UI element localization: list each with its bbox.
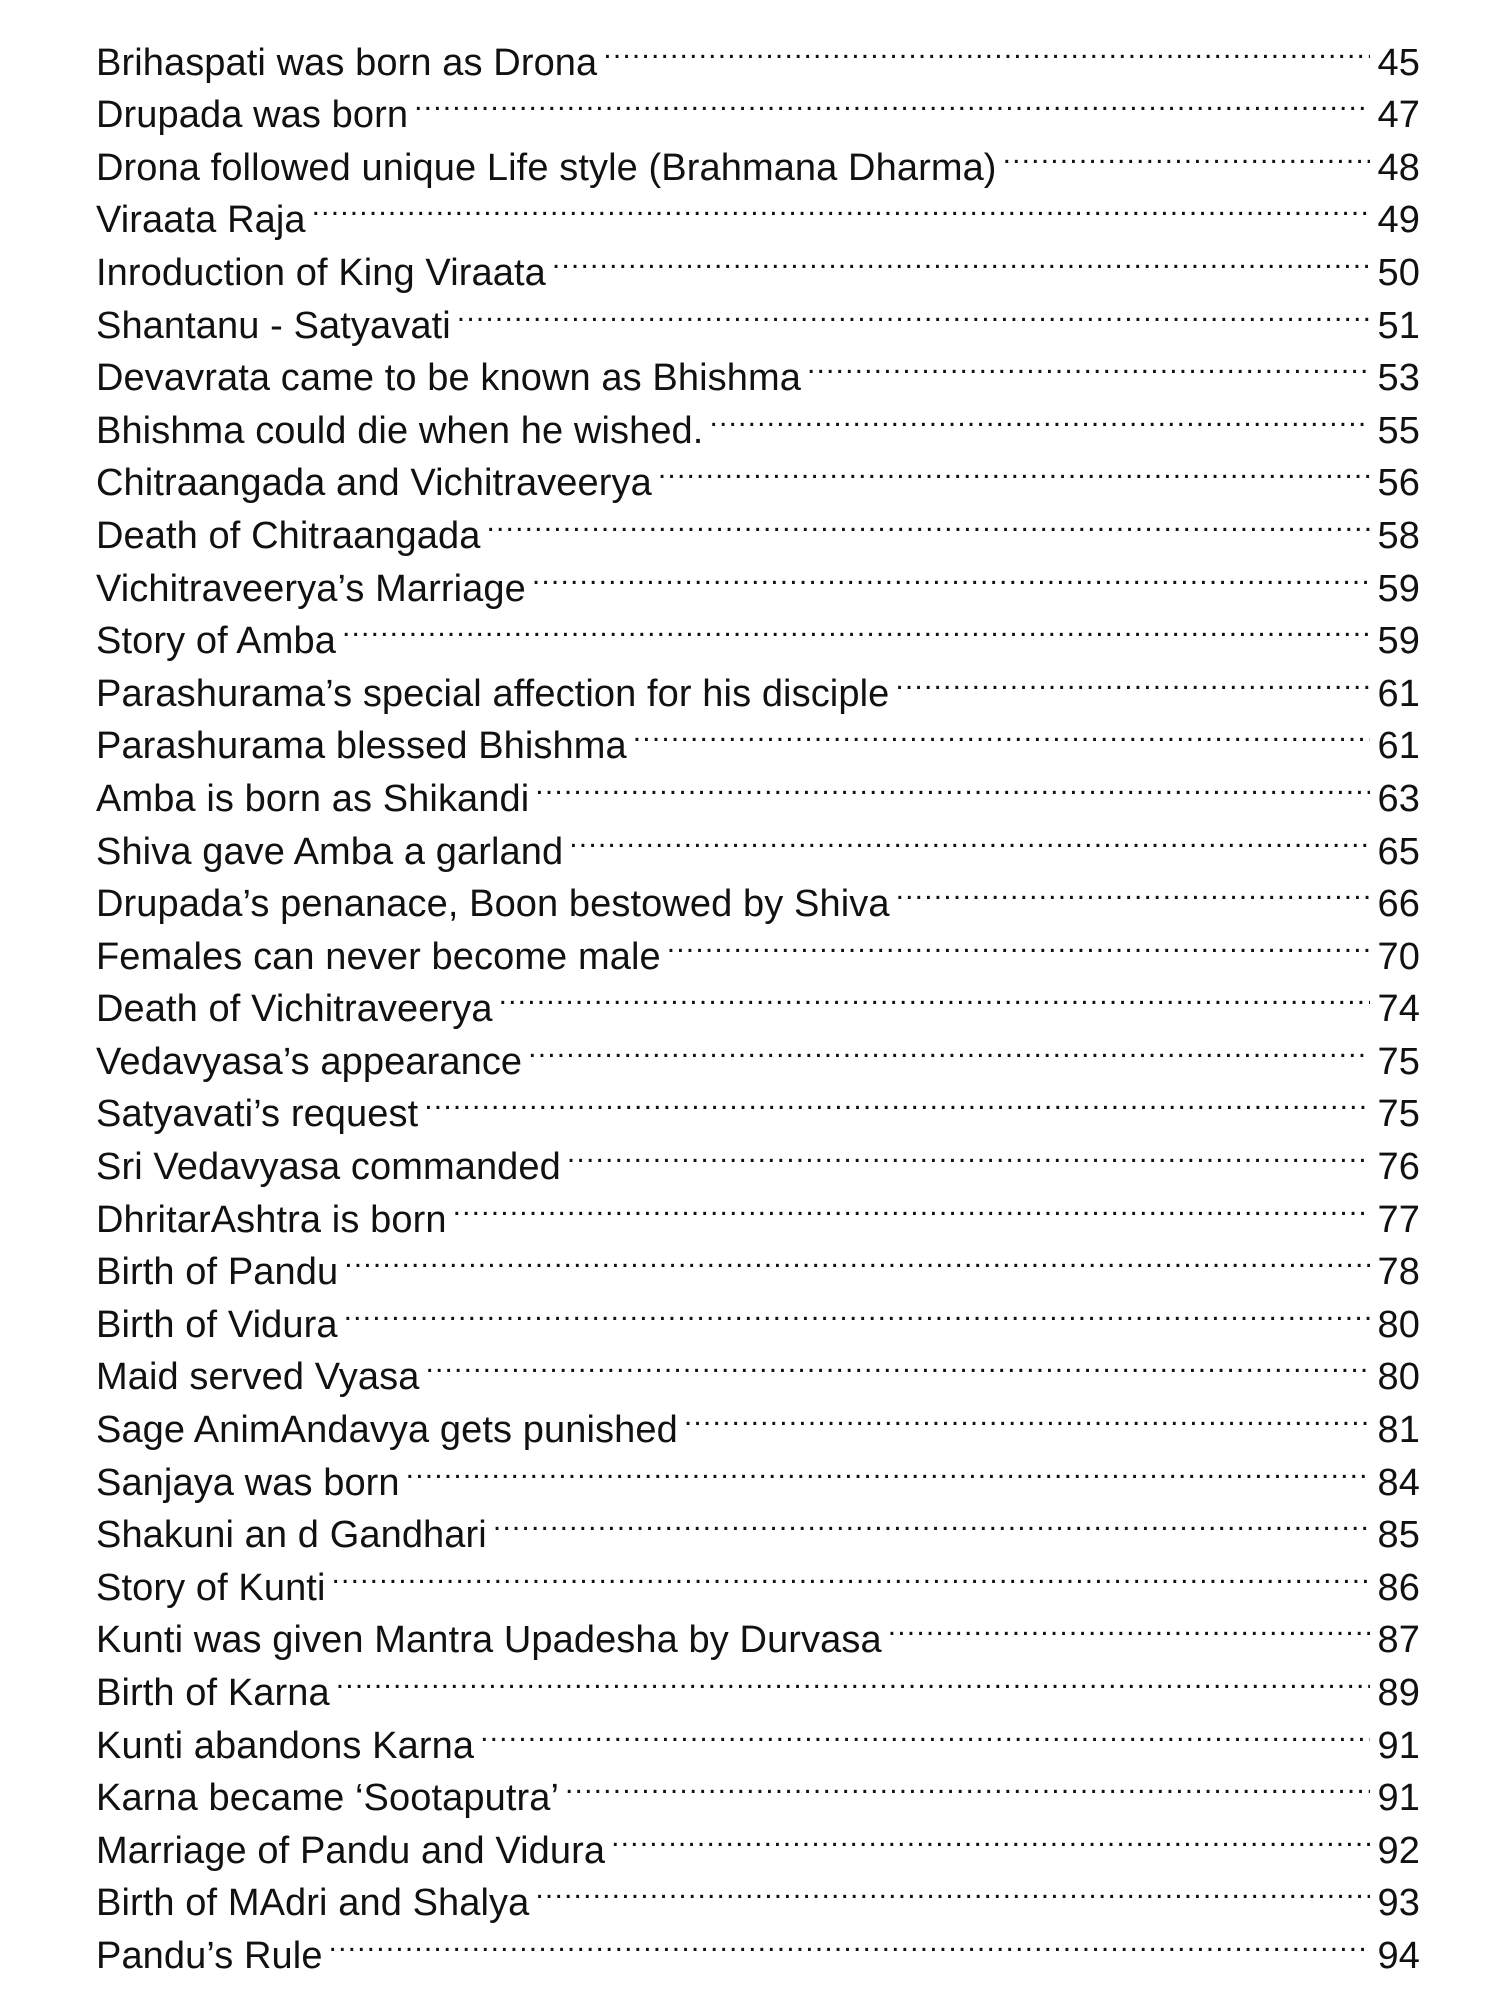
toc-entry-title: Story of Amba [96, 620, 336, 663]
toc-entry-title: Females can never become male [96, 935, 661, 978]
toc-entry-page-number: 85 [1377, 1514, 1420, 1557]
toc-entry-page-number: 58 [1377, 514, 1420, 557]
toc-entry-title: Vedavyasa’s appearance [96, 1040, 523, 1083]
dot-leader [499, 969, 1370, 1022]
dot-leader [329, 1915, 1370, 1968]
toc-entry-page-number: 48 [1377, 146, 1420, 189]
toc-entry-title: Sage AnimAndavya gets punished [96, 1409, 678, 1452]
toc-entry-title: Parashurama’s special affection for his disciple [96, 672, 890, 715]
toc-entry-title: Bhishma could die when he wished. [96, 409, 704, 452]
toc-entry-title: Shakuni an d Gandhari [96, 1514, 487, 1557]
toc-entry-title: Shiva gave Amba a garland [96, 830, 564, 873]
dot-leader [406, 1442, 1370, 1495]
dot-leader [535, 758, 1370, 811]
toc-entry-page-number: 66 [1377, 883, 1420, 926]
dot-leader [532, 548, 1370, 601]
toc-entry-page-number: 75 [1377, 1093, 1420, 1136]
toc-entry-page-number: 91 [1377, 1724, 1420, 1767]
toc-entry-page-number: 59 [1377, 620, 1420, 663]
toc-entry-title: Death of Vichitraveerya [96, 988, 493, 1031]
toc-entry-page-number: 45 [1377, 41, 1420, 84]
dot-leader [658, 443, 1370, 496]
toc-entry-page-number: 61 [1377, 672, 1420, 715]
toc-entry-title: Birth of MAdri and Shalya [96, 1882, 530, 1925]
dot-leader [312, 180, 1370, 233]
toc-entry-title: Drona followed unique Life style (Brahmana Dharma) [96, 146, 997, 189]
dot-leader [344, 1232, 1370, 1285]
toc-entry-page-number: 81 [1377, 1409, 1420, 1452]
table-of-contents [96, 22, 1420, 1977]
toc-entry-page-number: 74 [1377, 988, 1420, 1031]
toc-entry-page-number: 56 [1377, 462, 1420, 505]
toc-entry-title: Satyavati’s request [96, 1093, 419, 1136]
toc-entry-page-number: 86 [1377, 1566, 1420, 1609]
dot-leader [342, 601, 1370, 654]
toc-entry-title: Drupada was born [96, 94, 409, 137]
toc-entry-title: Maid served Vyasa [96, 1356, 420, 1399]
dot-leader [414, 75, 1370, 128]
toc-entry-title: Death of Chitraangada [96, 514, 481, 557]
dot-leader [633, 706, 1370, 759]
toc-entry-title: Devavrata came to be known as Bhishma [96, 357, 801, 400]
toc-entry-title: Birth of Pandu [96, 1251, 339, 1294]
dot-leader [332, 1547, 1370, 1600]
dot-leader [888, 1600, 1370, 1653]
toc-entry-title: Vichitraveerya’s Marriage [96, 567, 526, 610]
dot-leader [344, 1284, 1370, 1337]
toc-entry-page-number: 55 [1377, 409, 1420, 452]
toc-entry-title: Drupada’s penanace, Boon bestowed by Shiva [96, 883, 890, 926]
toc-entry-page-number: 80 [1377, 1356, 1420, 1399]
toc-entry-page-number: 94 [1377, 1934, 1420, 1977]
toc-entry-page-number: 91 [1377, 1777, 1420, 1820]
toc-entry-title: Inroduction of King Viraata [96, 251, 546, 294]
dot-leader [684, 1389, 1370, 1442]
toc-entry-page-number: 53 [1377, 357, 1420, 400]
toc-entry-title: Kunti was given Mantra Upadesha by Durvasa [96, 1619, 882, 1662]
toc-entry-title: Birth of Karna [96, 1672, 330, 1714]
toc-entry-page-number: 76 [1377, 1146, 1420, 1189]
toc-entry-page-number: 89 [1377, 1672, 1420, 1714]
toc-entry-title: Story of Kunti [96, 1566, 326, 1609]
toc-entry-page-number: 51 [1377, 304, 1420, 347]
toc-entry-page-number: 70 [1377, 935, 1420, 978]
toc-entry-page-number: 47 [1377, 94, 1420, 137]
toc-entry-title: Pandu’s Rule [96, 1934, 323, 1977]
toc-entry-title: Chitraangada and Vichitraveerya [96, 462, 652, 505]
toc-entry-title: Shantanu - Satyavati [96, 304, 451, 347]
toc-entry-title: Sanjaya was born [96, 1461, 400, 1504]
dot-leader [565, 1758, 1370, 1811]
toc-entry [96, 22, 1420, 84]
toc-entry-page-number: 78 [1377, 1251, 1420, 1294]
dot-leader [336, 1652, 1370, 1705]
dot-leader [535, 1863, 1370, 1916]
toc-entry-page-number: 87 [1377, 1619, 1420, 1662]
dot-leader [425, 1337, 1370, 1390]
dot-leader [611, 1810, 1370, 1863]
toc-entry-title: Marriage of Pandu and Vidura [96, 1829, 606, 1872]
dot-leader [528, 1021, 1370, 1074]
toc-entry-page-number: 59 [1377, 567, 1420, 610]
toc-entry-page-number: 65 [1377, 830, 1420, 873]
toc-entry-page-number: 61 [1377, 725, 1420, 768]
dot-leader [493, 1495, 1370, 1548]
toc-entry-title: DhritarAshtra is born [96, 1198, 447, 1241]
toc-entry-page-number: 77 [1377, 1198, 1420, 1241]
toc-entry-page-number: 84 [1377, 1461, 1420, 1504]
toc-entry-page-number: 93 [1377, 1882, 1420, 1925]
dot-leader [486, 495, 1370, 548]
dot-leader [552, 232, 1370, 285]
dot-leader [1003, 127, 1370, 180]
toc-entry-title: Brihaspati was born as Drona [96, 41, 598, 84]
dot-leader [896, 864, 1370, 917]
toc-entry-page-number: 80 [1377, 1303, 1420, 1346]
toc-entry-page-number: 92 [1377, 1829, 1420, 1872]
dot-leader [480, 1705, 1370, 1758]
toc-entry-title: Sri Vedavyasa commanded [96, 1146, 561, 1189]
toc-entry-page-number: 49 [1377, 199, 1420, 242]
toc-entry-title: Amba is born as Shikandi [96, 777, 530, 820]
toc-entry-title: Kunti abandons Karna [96, 1724, 475, 1767]
dot-leader [457, 285, 1370, 338]
dot-leader [895, 653, 1370, 706]
toc-entry-title: Parashurama blessed Bhishma [96, 725, 627, 768]
dot-leader [569, 811, 1370, 864]
dot-leader [567, 1126, 1370, 1179]
toc-entry-title: Birth of Vidura [96, 1303, 338, 1346]
dot-leader [807, 338, 1370, 391]
toc-entry-page-number: 63 [1377, 777, 1420, 820]
dot-leader [424, 1074, 1370, 1127]
dot-leader [709, 390, 1370, 443]
toc-entry-page-number: 75 [1377, 1040, 1420, 1083]
dot-leader [453, 1179, 1370, 1232]
dot-leader [603, 22, 1370, 75]
dot-leader [667, 916, 1370, 969]
toc-entry-title: Viraata Raja [96, 199, 306, 242]
toc-entry-title: Karna became ‘Sootaputra’ [96, 1777, 560, 1820]
toc-entry-page-number: 50 [1377, 251, 1420, 294]
